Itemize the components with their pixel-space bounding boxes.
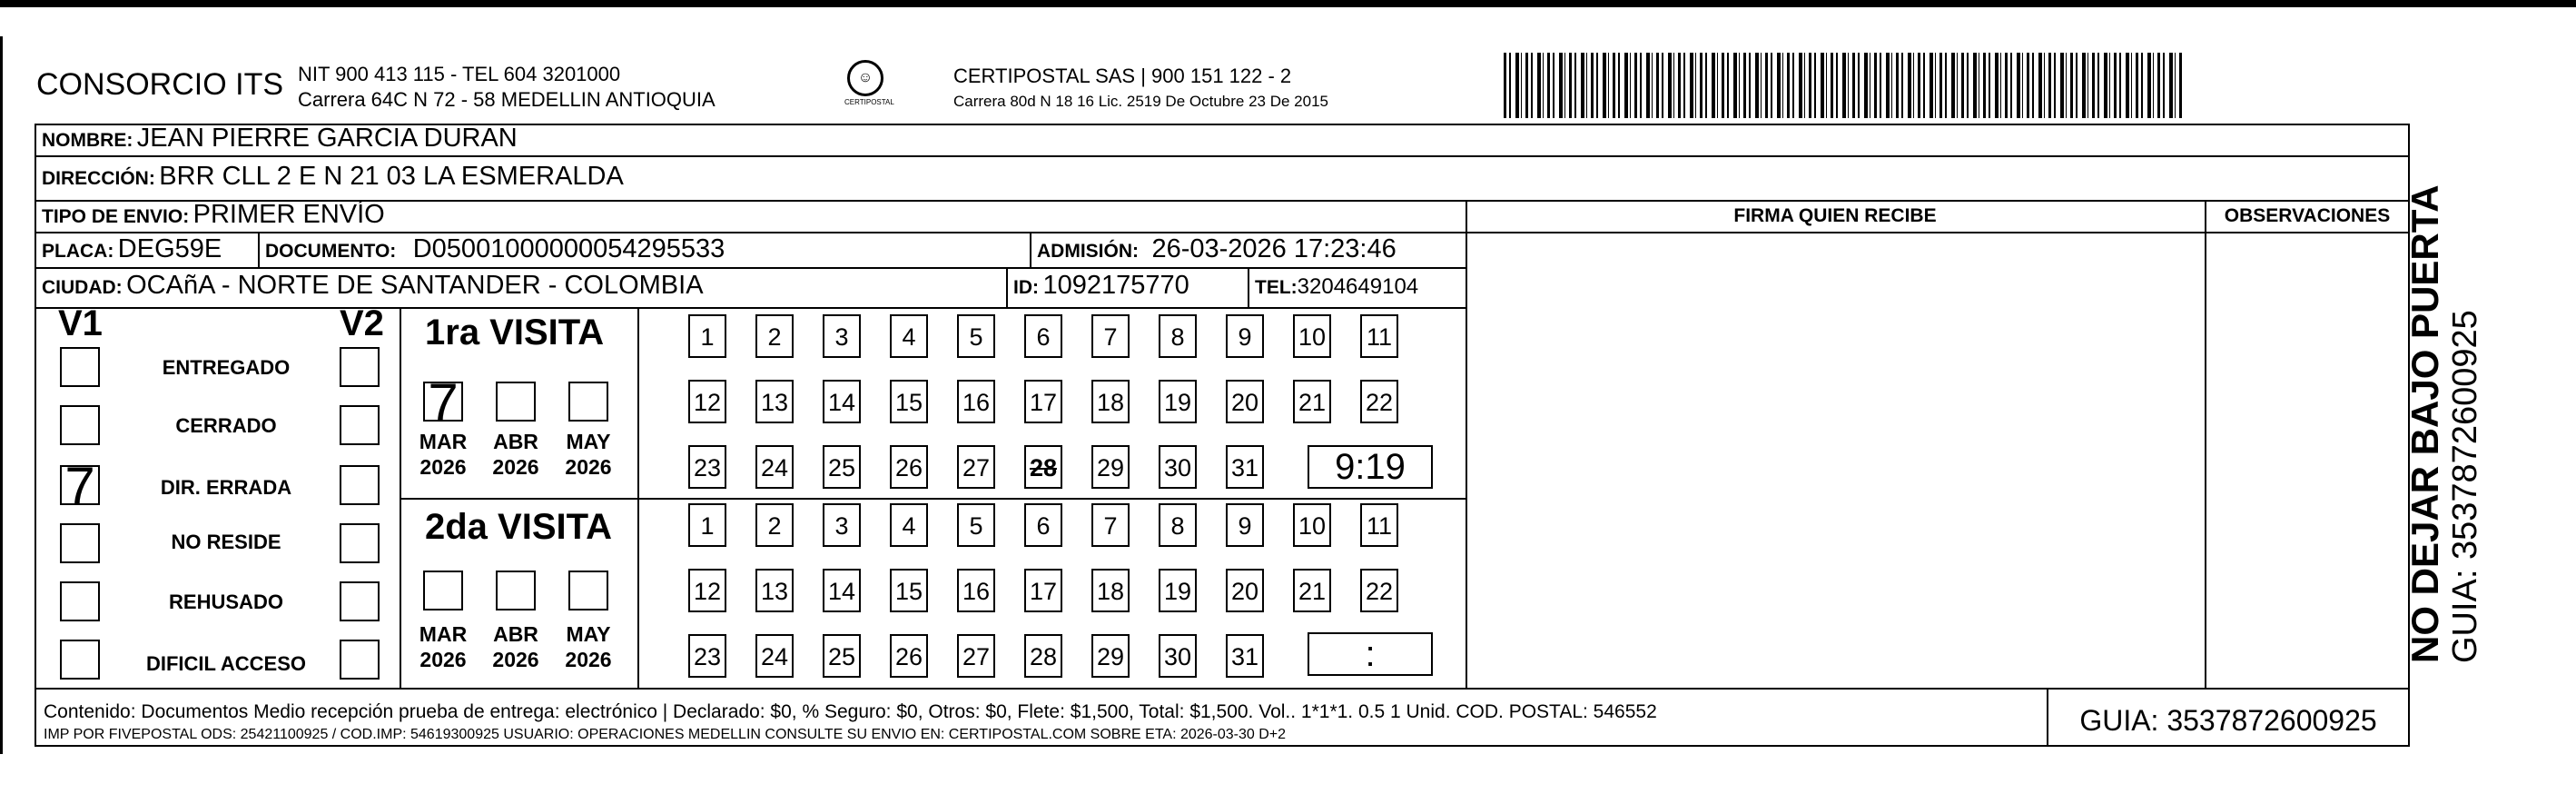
month-name: MAR — [419, 430, 468, 453]
side-vertical-text — [2404, 184, 2484, 663]
imp-text: IMP POR FIVEPOSTAL ODS: 25421100925 / COD.IMP: 54619300925 USUARIO: OPERACIONES MEDELLIN CONSULTE SU ENVIO EN: CERTIPOSTAL.COM SOBRE ETA: 2026-03-30 D+2 — [44, 727, 1287, 742]
tipo-row — [42, 200, 385, 230]
v1-entregado-checkbox[interactable] — [60, 347, 100, 387]
first-visit-day-25[interactable]: 25 — [823, 445, 861, 489]
second-visit-day-21[interactable]: 21 — [1293, 569, 1331, 612]
first-visit-day-23[interactable]: 23 — [688, 445, 726, 489]
second-visit-day-10[interactable]: 10 — [1293, 503, 1331, 547]
carrier-address: Carrera 80d N 18 16 Lic. 2519 De Octubre 23 De 2015 — [953, 93, 1328, 110]
second-visit-day-12[interactable]: 12 — [688, 569, 726, 612]
row-divider — [35, 267, 1467, 269]
direccion-value: BRR CLL 2 E N 21 03 LA ESMERALDA — [159, 162, 624, 191]
logo-icon: ☺ — [847, 60, 883, 96]
second-visit-day-13[interactable]: 13 — [755, 569, 794, 612]
second-visit-day-17[interactable]: 17 — [1024, 569, 1062, 612]
ciudad-cell — [42, 271, 704, 301]
first-visit-day-9[interactable]: 9 — [1226, 314, 1264, 358]
status-dir-errada: DIR. ERRADA — [160, 476, 292, 499]
first-month-mar-checkbox[interactable]: 7 — [423, 382, 463, 422]
documento-value: D05001000000054295533 — [412, 234, 725, 263]
second-visit-day-3[interactable]: 3 — [823, 503, 861, 547]
documento-label: DOCUMENTO: — [265, 241, 397, 262]
first-visit-day-29[interactable]: 29 — [1091, 445, 1130, 489]
month-year: 2026 — [419, 455, 467, 479]
row-divider — [35, 200, 2410, 202]
second-month-may-label — [561, 621, 616, 672]
status-cerrado: CERRADO — [175, 414, 277, 437]
second-month-may-checkbox[interactable] — [568, 571, 608, 610]
ciudad-value: OCAñA - NORTE DE SANTANDER - COLOMBIA — [126, 271, 704, 300]
month-year: 2026 — [565, 648, 612, 671]
second-visit-day-27[interactable]: 27 — [957, 634, 995, 678]
second-visit-day-4[interactable]: 4 — [890, 503, 928, 547]
barcode-icon — [1504, 53, 2183, 118]
month-year: 2026 — [492, 455, 539, 479]
second-month-mar-checkbox[interactable] — [423, 571, 463, 610]
first-visit-day-5[interactable]: 5 — [957, 314, 995, 358]
admision-cell — [1037, 234, 1397, 264]
cell-divider — [258, 232, 260, 267]
top-border — [0, 0, 2576, 7]
nombre-row — [42, 124, 518, 154]
month-year: 2026 — [419, 648, 467, 671]
first-visit-day-27[interactable]: 27 — [957, 445, 995, 489]
ciudad-label: CIUDAD: — [42, 277, 123, 298]
logo-caption: CERTIPOSTAL — [844, 98, 894, 106]
first-month-may-label — [561, 429, 616, 480]
second-visit-day-1[interactable]: 1 — [688, 503, 726, 547]
second-visit-day-11[interactable]: 11 — [1360, 503, 1398, 547]
v2-cerrado-checkbox[interactable] — [340, 405, 380, 445]
first-visit-day-14[interactable]: 14 — [823, 380, 861, 423]
nombre-label: NOMBRE: — [42, 130, 133, 151]
first-month-abr-checkbox[interactable] — [496, 382, 536, 422]
nombre-value: JEAN PIERRE GARCIA DURAN — [136, 124, 518, 153]
month-name: MAR — [419, 622, 468, 646]
carrier-line: CERTIPOSTAL SAS | 900 151 122 - 2 — [953, 65, 1292, 87]
month-name: ABR — [493, 430, 538, 453]
tel-value: 3204649104 — [1297, 274, 1419, 299]
v1-rehusado-checkbox[interactable] — [60, 581, 100, 621]
v2-entregado-checkbox[interactable] — [340, 347, 380, 387]
v1-header: V1 — [58, 303, 103, 343]
month-name: ABR — [493, 622, 538, 646]
cell-divider — [1006, 267, 1008, 307]
second-visit-day-9[interactable]: 9 — [1226, 503, 1264, 547]
certipostal-logo — [844, 60, 894, 111]
company-name: CONSORCIO ITS — [36, 67, 284, 102]
placa-value: DEG59E — [117, 234, 222, 263]
id-value: 1092175770 — [1042, 271, 1189, 300]
first-visit-day-2[interactable]: 2 — [755, 314, 794, 358]
v1-dificil-acceso-checkbox[interactable] — [60, 640, 100, 680]
row-divider — [35, 307, 1467, 309]
first-visit-day-4[interactable]: 4 — [890, 314, 928, 358]
month-year: 2026 — [492, 648, 539, 671]
company-info — [298, 62, 716, 113]
status-no-reside: NO RESIDE — [171, 531, 281, 553]
id-cell — [1013, 271, 1189, 301]
first-visit-day-6[interactable]: 6 — [1024, 314, 1062, 358]
cell-divider — [1030, 232, 1031, 267]
second-visit-day-14[interactable]: 14 — [823, 569, 861, 612]
second-month-mar-label — [416, 621, 470, 672]
first-visit-day-20[interactable]: 20 — [1226, 380, 1264, 423]
status-dificil-acceso: DIFICIL ACCESO — [145, 652, 306, 675]
first-month-mar-label — [416, 429, 470, 480]
row-divider — [35, 155, 2410, 157]
first-visit-title: 1ra VISITA — [425, 313, 605, 352]
v2-no-reside-checkbox[interactable] — [340, 523, 380, 563]
first-visit-day-16[interactable]: 16 — [957, 380, 995, 423]
second-visit-day-8[interactable]: 8 — [1159, 503, 1197, 547]
nit-line: NIT 900 413 115 - TEL 604 3201000 — [298, 63, 621, 85]
first-visit-day-17[interactable]: 17 — [1024, 380, 1062, 423]
second-visit-day-7[interactable]: 7 — [1091, 503, 1130, 547]
first-visit-time-field[interactable]: 9:19 — [1308, 445, 1433, 489]
first-month-abr-label — [489, 429, 543, 480]
second-visit-day-28[interactable]: 28 — [1024, 634, 1062, 678]
admision-label: ADMISIÓN: — [1037, 241, 1139, 262]
status-rehusado: REHUSADO — [169, 591, 283, 613]
first-visit-day-18[interactable]: 18 — [1091, 380, 1130, 423]
direccion-row — [42, 162, 624, 192]
documento-cell — [265, 234, 725, 264]
first-visit-day-26[interactable]: 26 — [890, 445, 928, 489]
side-guia: GUIA: 3537872600925 — [2446, 310, 2484, 663]
first-visit-day-24[interactable]: 24 — [755, 445, 794, 489]
firma-header: FIRMA QUIEN RECIBE — [1733, 205, 1937, 226]
first-month-may-checkbox[interactable] — [568, 382, 608, 422]
first-visit-day-11[interactable]: 11 — [1360, 314, 1398, 358]
first-visit-day-19[interactable]: 19 — [1159, 380, 1197, 423]
v1-cerrado-checkbox[interactable] — [60, 405, 100, 445]
second-visit-day-30[interactable]: 30 — [1159, 634, 1197, 678]
v1-no-reside-checkbox[interactable] — [60, 523, 100, 563]
tipo-label: TIPO DE ENVIO: — [42, 206, 190, 227]
cell-divider — [400, 307, 401, 688]
column-divider — [2205, 200, 2206, 688]
v1-dir-errada-checkbox[interactable]: 7 — [60, 465, 100, 505]
second-month-abr-label — [489, 621, 543, 672]
second-visit-day-6[interactable]: 6 — [1024, 503, 1062, 547]
second-visit-day-18[interactable]: 18 — [1091, 569, 1130, 612]
first-visit-day-22[interactable]: 22 — [1360, 380, 1398, 423]
first-visit-day-7[interactable]: 7 — [1091, 314, 1130, 358]
first-visit-day-30[interactable]: 30 — [1159, 445, 1197, 489]
second-visit-time-field[interactable]: : — [1308, 632, 1433, 676]
first-visit-day-31[interactable]: 31 — [1226, 445, 1264, 489]
v2-dificil-acceso-checkbox[interactable] — [340, 640, 380, 680]
month-name: MAY — [566, 622, 611, 646]
second-visit-day-26[interactable]: 26 — [890, 634, 928, 678]
observaciones-header: OBSERVACIONES — [2224, 205, 2391, 226]
second-visit-day-2[interactable]: 2 — [755, 503, 794, 547]
column-divider — [1466, 200, 1467, 688]
tel-label: TEL: — [1255, 277, 1298, 298]
second-visit-day-15[interactable]: 15 — [890, 569, 928, 612]
first-visit-day-3[interactable]: 3 — [823, 314, 861, 358]
month-year: 2026 — [565, 455, 612, 479]
address-line: Carrera 64C N 72 - 58 MEDELLIN ANTIOQUIA — [298, 88, 716, 111]
second-visit-day-22[interactable]: 22 — [1360, 569, 1398, 612]
id-label: ID: — [1013, 277, 1039, 298]
second-visit-day-5[interactable]: 5 — [957, 503, 995, 547]
placa-cell — [42, 234, 222, 264]
first-visit-day-12[interactable]: 12 — [688, 380, 726, 423]
second-visit-day-29[interactable]: 29 — [1091, 634, 1130, 678]
second-month-abr-checkbox[interactable] — [496, 571, 536, 610]
second-visit-day-16[interactable]: 16 — [957, 569, 995, 612]
month-name: MAY — [566, 430, 611, 453]
first-visit-day-13[interactable]: 13 — [755, 380, 794, 423]
no-dejar-warning: NO DEJAR BAJO PUERTA — [2403, 184, 2446, 663]
guia-number: GUIA: 3537872600925 — [2079, 704, 2377, 737]
contenido-text: Contenido: Documentos Medio recepción prueba de entrega: electrónico | Declarado: $0, % Seguro: $0, Otros: $0, Flete: $1,500, Total: $1,500. Vol.. 1*1*1. 0.5 1 Unid. COD. POSTAL: 546552 — [44, 701, 1657, 722]
v2-header: V2 — [340, 303, 384, 343]
placa-label: PLACA: — [42, 241, 114, 262]
direccion-label: DIRECCIÓN: — [42, 168, 155, 189]
left-border — [0, 36, 3, 754]
tel-cell — [1255, 274, 1418, 300]
cell-divider — [1248, 267, 1249, 307]
first-visit-day-10[interactable]: 10 — [1293, 314, 1331, 358]
second-visit-day-23[interactable]: 23 — [688, 634, 726, 678]
first-visit-day-21[interactable]: 21 — [1293, 380, 1331, 423]
first-visit-day-8[interactable]: 8 — [1159, 314, 1197, 358]
v2-dir-errada-checkbox[interactable] — [340, 465, 380, 505]
row-divider — [35, 688, 2410, 690]
first-visit-day-1[interactable]: 1 — [688, 314, 726, 358]
second-visit-day-20[interactable]: 20 — [1226, 569, 1264, 612]
row-divider — [35, 232, 2410, 233]
first-visit-day-28[interactable]: 28 — [1024, 445, 1062, 489]
second-visit-day-19[interactable]: 19 — [1159, 569, 1197, 612]
second-visit-day-24[interactable]: 24 — [755, 634, 794, 678]
admision-value: 26-03-2026 17:23:46 — [1151, 234, 1397, 263]
carrier-info — [953, 64, 1328, 114]
second-visit-title: 2da VISITA — [425, 507, 612, 547]
tipo-value: PRIMER ENVÍO — [192, 200, 385, 229]
cell-divider — [637, 307, 639, 688]
second-visit-day-25[interactable]: 25 — [823, 634, 861, 678]
v2-rehusado-checkbox[interactable] — [340, 581, 380, 621]
second-visit-day-31[interactable]: 31 — [1226, 634, 1264, 678]
status-entregado: ENTREGADO — [162, 356, 291, 379]
visit-divider — [400, 498, 1467, 500]
first-visit-day-15[interactable]: 15 — [890, 380, 928, 423]
